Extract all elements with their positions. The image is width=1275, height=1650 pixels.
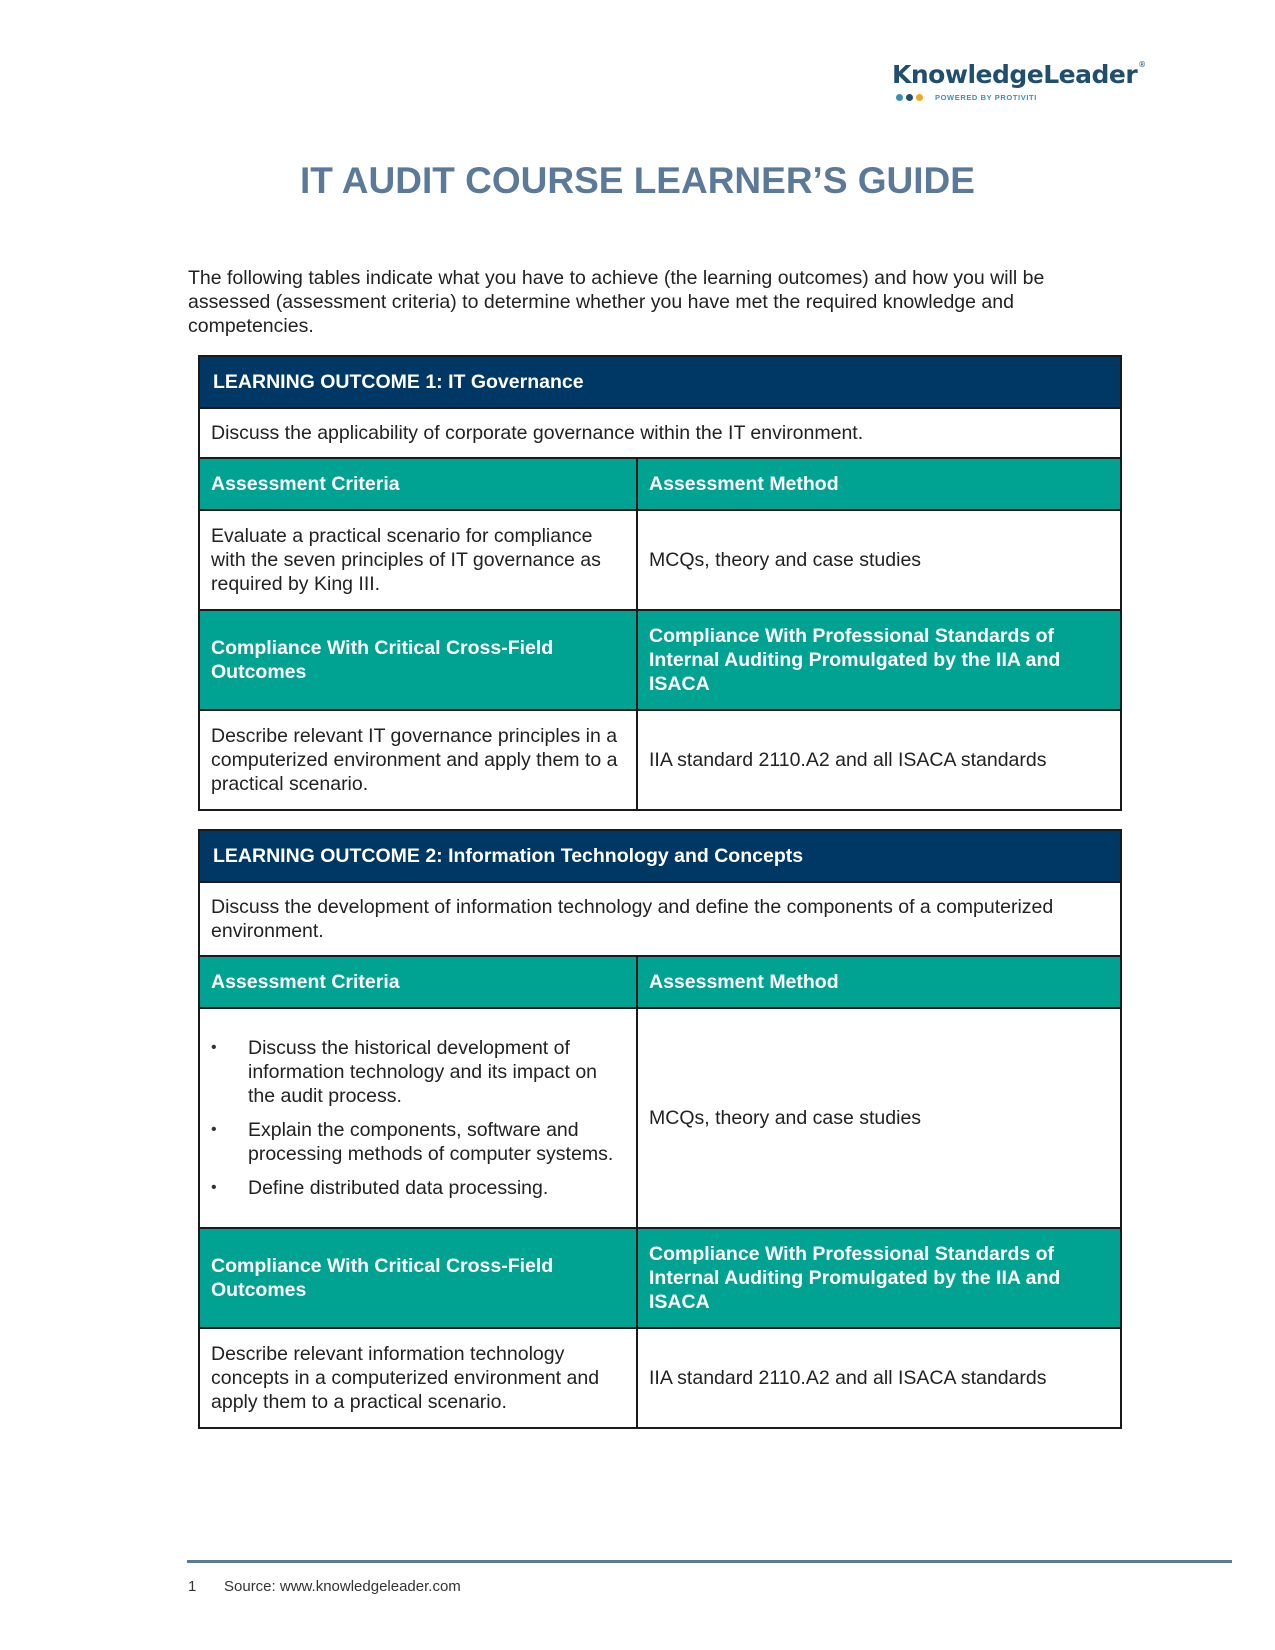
table-row <box>199 1228 1121 1328</box>
table-row <box>199 510 1121 610</box>
outcome-heading: LEARNING OUTCOME 1: IT Governance <box>199 356 1121 408</box>
criteria-cell <box>199 1008 637 1228</box>
logo-dot <box>906 94 913 101</box>
trademark-mark: ® <box>1138 60 1146 69</box>
standards-cell: IIA standard 2110.A2 and all ISACA standards <box>637 710 1121 810</box>
logo-dots-icon <box>896 94 923 101</box>
crossfield-header: Compliance With Critical Cross-Field Outcomes <box>199 610 637 710</box>
criteria-header: Assessment Criteria <box>199 458 637 510</box>
crossfield-cell: Describe relevant IT governance principles in a computerized environment and apply them to a practical scenario. <box>199 710 637 810</box>
method-cell: MCQs, theory and case studies <box>637 1008 1121 1228</box>
table-row <box>199 1008 1121 1228</box>
knowledgeleader-logo <box>892 60 1146 102</box>
standards-cell: IIA standard 2110.A2 and all ISACA standards <box>637 1328 1121 1428</box>
list-item: • Define distributed data processing. <box>211 1177 549 1199</box>
table-row <box>199 458 1121 510</box>
list-item: • Explain the components, software and processing methods of computer systems. <box>211 1119 614 1165</box>
table-row <box>199 610 1121 710</box>
table-row <box>199 710 1121 810</box>
logo-dot <box>896 94 903 101</box>
table-row <box>199 408 1121 458</box>
page-number: 1 <box>188 1578 197 1595</box>
page-title: IT AUDIT COURSE LEARNER’S GUIDE <box>300 160 975 201</box>
list-item: • Discuss the historical development of information technology and its impact on the audit process. <box>211 1037 598 1107</box>
logo-wordmark: KnowledgeLeader® <box>892 60 1146 89</box>
standards-header: Compliance With Professional Standards of Internal Auditing Promulgated by the IIA and ISACA <box>637 610 1121 710</box>
outcome-heading: LEARNING OUTCOME 2: Information Technology and Concepts <box>199 830 1121 882</box>
logo-dot <box>916 94 923 101</box>
bullet-icon: • <box>211 1121 217 1138</box>
table-row <box>199 830 1121 882</box>
logo-subline <box>896 93 1132 102</box>
table-row <box>199 1328 1121 1428</box>
criteria-cell: Evaluate a practical scenario for compliance with the seven principles of IT governance as required by King III. <box>199 510 637 610</box>
criteria-header: Assessment Criteria <box>199 956 637 1008</box>
standards-header: Compliance With Professional Standards of Internal Auditing Promulgated by the IIA and ISACA <box>637 1228 1121 1328</box>
bullet-icon: • <box>211 1039 217 1056</box>
outcome-description: Discuss the applicability of corporate governance within the IT environment. <box>199 408 1121 458</box>
crossfield-cell: Describe relevant information technology concepts in a computerized environment and apply them to a practical scenario. <box>199 1328 637 1428</box>
learning-outcome-2-table <box>198 829 1122 1429</box>
learning-outcome-1-table <box>198 355 1122 811</box>
table-row <box>199 356 1121 408</box>
method-header: Assessment Method <box>637 458 1121 510</box>
outcome-description: Discuss the development of information technology and define the components of a computerized environment. <box>199 882 1121 956</box>
bullet-icon: • <box>211 1179 217 1196</box>
footer-source: Source: www.knowledgeleader.com <box>224 1578 461 1595</box>
footer-divider <box>187 1560 1232 1563</box>
intro-paragraph: The following tables indicate what you have to achieve (the learning outcomes) and how you will be assessed (assessment criteria) to determine whether you have met the required knowledge and competencies. <box>188 267 1045 337</box>
logo-tagline: POWERED BY PROTIVITI <box>935 93 1037 102</box>
crossfield-header: Compliance With Critical Cross-Field Outcomes <box>199 1228 637 1328</box>
table-row <box>199 882 1121 956</box>
method-header: Assessment Method <box>637 956 1121 1008</box>
criteria-list <box>211 1036 625 1200</box>
table-row <box>199 956 1121 1008</box>
method-cell: MCQs, theory and case studies <box>637 510 1121 610</box>
